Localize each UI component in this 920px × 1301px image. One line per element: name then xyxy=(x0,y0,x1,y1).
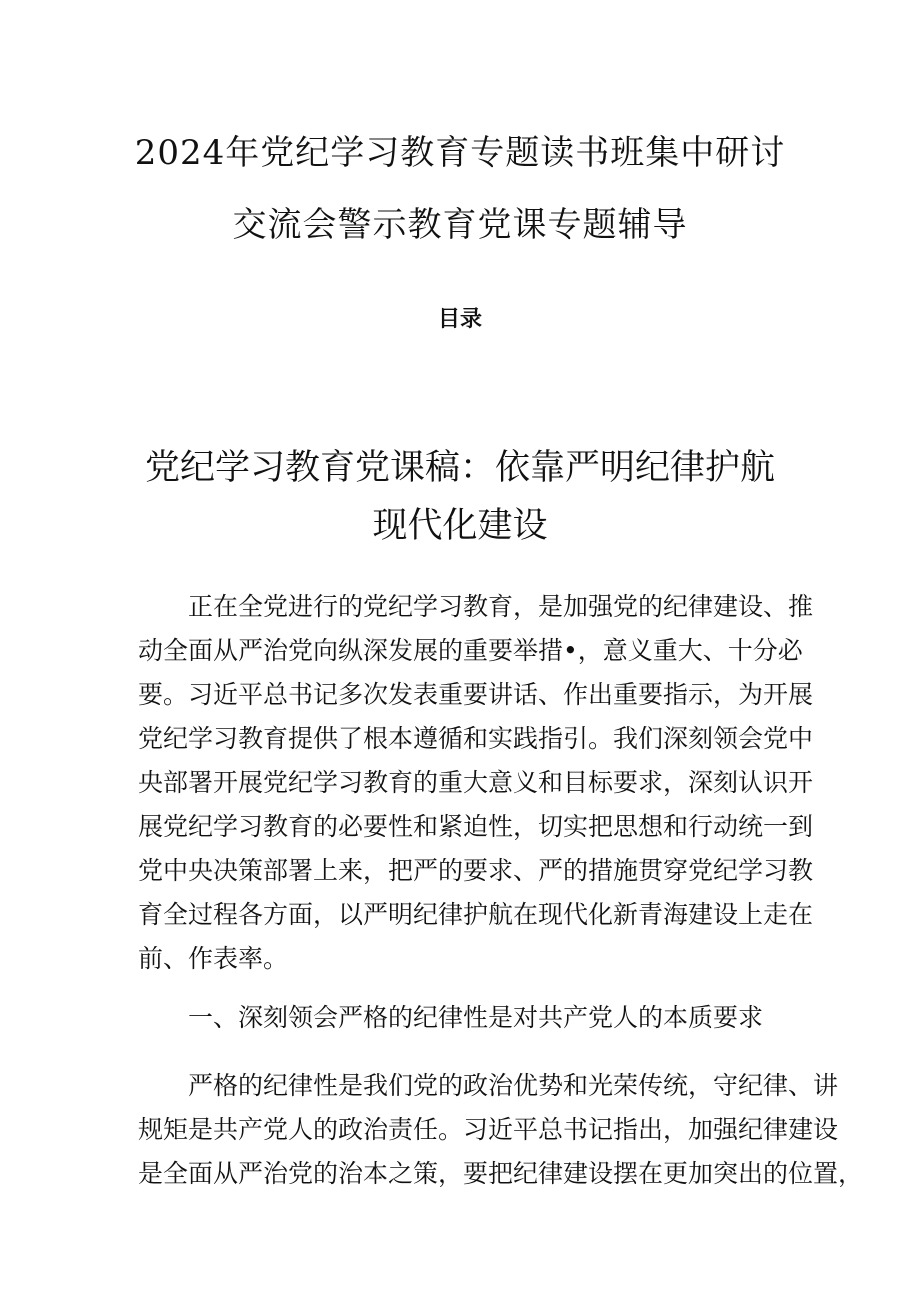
paragraph-2-line-1: 严格的纪律性是我们党的政治优势和光荣传统，守纪律、讲 xyxy=(188,1071,839,1100)
section-heading-1: 一、深刻领会严格的纪律性是对共产党人的本质要求 xyxy=(188,1003,764,1032)
paragraph-1-line-9: 前、作表率。 xyxy=(138,944,289,973)
paragraph-1-line-4: 党纪学习教育提供了根本遵循和实践指引。我们深刻领会党中 xyxy=(138,724,814,753)
section-title-line-2: 现代化建设 xyxy=(372,506,548,546)
paragraph-1-line-1: 正在全党进行的党纪学习教育，是加强党的纪律建设、推 xyxy=(188,592,814,621)
paragraph-1-line-2: 动全面从严治党向纵深发展的重要举措•，意义重大、十分必 xyxy=(138,636,803,665)
paragraph-1-line-7: 党中央决策部署上来，把严的要求、严的措施贯穿党纪学习教 xyxy=(138,856,814,885)
paragraph-1-line-6: 展党纪学习教育的必要性和紧迫性，切实把思想和行动统一到 xyxy=(138,812,814,841)
paragraph-2-line-2: 规矩是共产党人的政治责任。习近平总书记指出，加强纪律建设 xyxy=(138,1115,839,1144)
paragraph-2-line-3: 是全面从严治党的治本之策，要把纪律建设摆在更加突出的位置， xyxy=(138,1159,864,1188)
section-title-line-1: 党纪学习教育党课稿：依靠严明纪律护航 xyxy=(144,448,775,488)
document-title-line-2: 交流会警示教育党课专题辅导 xyxy=(232,205,688,245)
paragraph-1-line-3: 要。习近平总书记多次发表重要讲话、作出重要指示，为开展 xyxy=(138,680,814,709)
paragraph-1-line-8: 育全过程各方面，以严明纪律护航在现代化新青海建设上走在 xyxy=(138,900,814,929)
document-title-line-1: 2024年党纪学习教育专题读书班集中研讨 xyxy=(134,133,786,173)
table-of-contents-label: 目录 xyxy=(437,307,482,332)
paragraph-1-line-5: 央部署开展党纪学习教育的重大意义和目标要求，深刻认识开 xyxy=(138,768,814,797)
